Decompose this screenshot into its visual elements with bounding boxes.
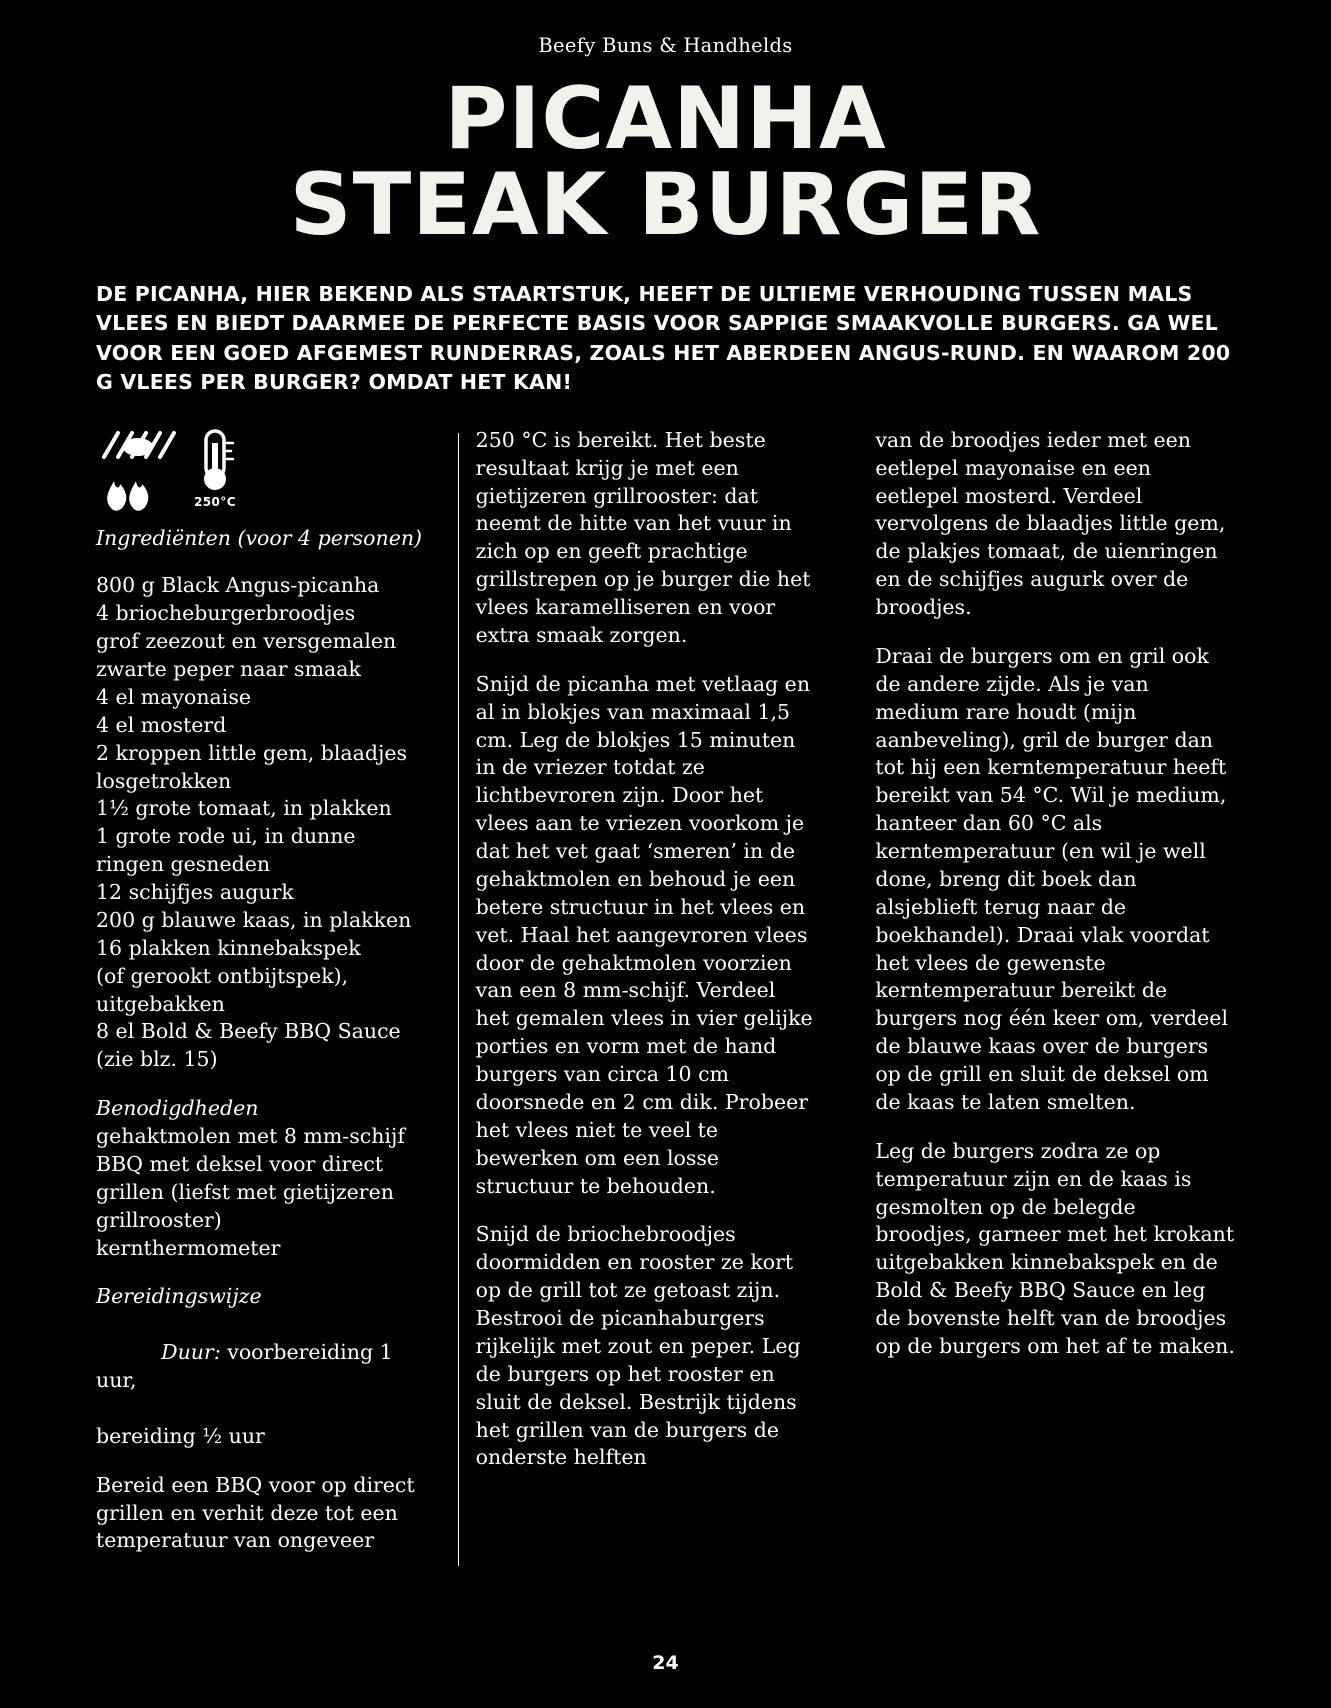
duration-label: Duur: [161,1340,221,1365]
list-item: uitgebakken [96,991,225,1016]
column-ingredients [96,427,476,1577]
list-item: grillrooster) [96,1207,222,1232]
column-method-1 [476,427,856,1577]
title-line-1: PICANHA [444,69,887,169]
list-item: grillen (liefst met gietijzeren [96,1179,394,1204]
method-paragraph-3: Snijd de briochebroodjes doormidden en rooster ze kort op de grill tot ze getoast zijn. Bestrooi de picanhaburgers rijkelijk met zout en peper. Leg de burgers op het rooster en sluit de deksel. Bestrijk tijdens het grillen van de burgers de onderste helften [475,1222,801,1470]
list-item: BBQ met deksel voor direct [96,1151,384,1176]
list-item: gehaktmolen met 8 mm-schijf [96,1124,405,1149]
list-item: 4 el mayonaise [96,684,251,709]
temperature-label: 250°C [194,494,236,509]
method-paragraph-5: Draai de burgers om en gril ook de andere zijde. Als je van medium rare houdt (mijn aanbeveling), gril de burger dan tot hij een kerntemperatuur heeft bereikt van 54 °C. Wil je medium, hanteer dan 60 °C als kerntemperatuur (en wil je well done, breng dit boek dan alsjeblieft terug naar de boekhandel). Draai vlak voordat het vlees de gewenste kerntemperatuur bereikt de burgers nog één keer om, verdeel de blauwe kaas over de burgers op de grill en sluit de deksel om de kaas te laten smelten. [875,643,1228,1114]
list-item: grof zeezout en versgemalen [96,629,397,654]
duration-line [96,1311,434,1423]
method-paragraph-4: van de broodjes ieder met een eetlepel mayonaise en een eetlepel mosterd. Verdeel vervolgens de blaadjes little gem, de plakjes tomaat, de uienringen en de schijfjes augurk over de broodjes. [875,427,1226,620]
duration-text-2: bereiding ½ uur [96,1423,265,1448]
list-item: 4 briocheburgerbroodjes [96,601,356,626]
equipment-heading: Benodigdheden [96,1096,259,1121]
list-item: 4 el mosterd [96,712,227,737]
col1-closing-paragraph: Bereid een BBQ voor op direct grillen en verhit deze tot een temperatuur van ongeveer [96,1472,415,1553]
list-item: 2 kroppen little gem, blaadjes [96,740,407,765]
list-item: (of gerookt ontbijtspek), [96,963,349,988]
grill-icon [96,427,178,513]
list-item: 8 el Bold & Beefy BBQ Sauce [96,1019,401,1044]
recipe-columns [96,427,1235,1577]
list-item: ringen gesneden [96,852,271,877]
list-item: kernthermometer [96,1235,281,1260]
column-method-2 [855,427,1235,1577]
list-item: 12 schijfjes augurk [96,880,294,905]
ingredients-heading: Ingrediënten (voor 4 personen) [96,525,423,550]
page-number: 24 [652,1652,679,1674]
equipment-block [96,1095,434,1262]
duration-text: voorbereiding 1 uur, [96,1340,400,1393]
flame-icon [107,481,148,511]
method-paragraph-1: 250 °C is bereikt. Het beste resultaat krijg je met een gietijzeren grillrooster: dat neemt de hitte van het vuur in zich op en geeft prachtige grillstrepen op je burger die het vlees karamelliseren en voor extra smaak zorgen. [475,427,811,647]
list-item: 800 g Black Angus-picanha [96,573,380,598]
list-item: zwarte peper naar smaak [96,657,361,682]
running-head: Beefy Buns & Handhelds [538,34,793,57]
list-item: losgetrokken [96,768,232,793]
list-item: (zie blz. 15) [96,1047,218,1072]
list-item: 1½ grote tomaat, in plakken [96,796,392,821]
method-heading: Bereidingswijze [96,1284,262,1309]
icon-row [96,427,434,519]
method-paragraph-6: Leg de burgers zodra ze op temperatuur zijn en de kaas is gesmolten op de belegde broodjes, garneer met het krokant uitgebakken kinnebakspek en de Bold & Beefy BBQ Sauce en leg de bovenste helft van de broodjes op de burgers om het af te maken. [875,1138,1235,1358]
recipe-intro-deck: DE PICANHA, HIER BEKEND ALS STAARTSTUK, HEEFT DE ULTIEME VERHOUDING TUSSEN MALS VLEES EN BIEDT DAARMEE DE PERFECTE BASIS VOOR SAPPIGE SMAAKVOLLE BURGERS. GA WEL VOOR EEN GOED AFGEMEST RUNDERRAS, ZOALS HET ABERDEEN ANGUS-RUND. EN WAAROM 200 G VLEES PER BURGER? OMDAT HET KAN! [96,282,1231,394]
thermometer-icon [192,427,238,509]
list-item: 200 g blauwe kaas, in plakken [96,907,412,932]
page-title [96,69,1235,255]
title-line-2: STEAK BURGER [289,154,1042,255]
method-paragraph-2: Snijd de picanha met vetlaag en al in blokjes van maximaal 1,5 cm. Leg de blokjes 15 minuten in de vriezer totdat ze lichtbevroren zijn. Door het vlees aan te vriezen voorkom je dat het vet gaat ‘smeren’ in de gehaktmolen en behoud je een betere structuur in het vlees en vet. Haal het aangevroren vlees door de gehaktmolen voorzien van een 8 mm-schijf. Verdeel het gemalen vlees in vier gelijke porties en vorm met de hand burgers van circa 10 cm doorsnede en 2 cm dik. Probeer het vlees niet te veel te bewerken om een losse structuur te behouden. [475,671,813,1198]
list-item: 1 grote rode ui, in dunne [96,824,356,849]
method-meta-block [96,1283,434,1450]
list-item: 16 plakken kinnebakspek [96,935,361,960]
ingredients-list [96,572,434,1074]
